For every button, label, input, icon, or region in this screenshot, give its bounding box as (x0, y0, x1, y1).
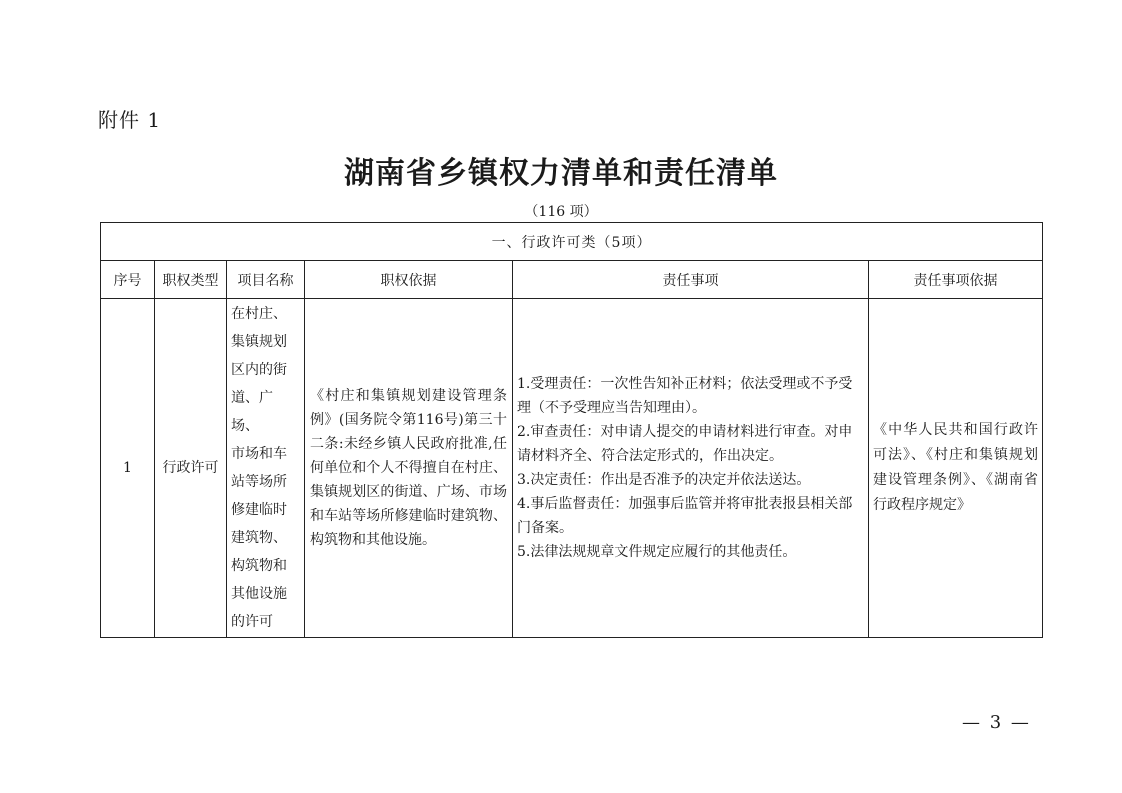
row-project-name (227, 299, 305, 638)
header-type: 职权类型 (155, 261, 227, 299)
section-row (101, 223, 1043, 261)
document-title: 湖南省乡镇权力清单和责任清单 (344, 156, 778, 191)
page-number: — 3 — (962, 712, 1031, 733)
project-name-line: 区内的街 (231, 362, 287, 378)
row-legal-basis: 《村庄和集镇规划建设管理条例》(国务院令第116号)第三十二条:未经乡镇人民政府批准,任何单位和个人不得擅自在村庄、集镇规划区的街道、广场、市场和车站等场所修建临时建筑物、构筑物和其他设施。 (305, 299, 513, 638)
header-name: 项目名称 (227, 261, 305, 299)
row-number: 1 (101, 299, 155, 638)
section-title: 一、行政许可类（5项） (101, 223, 1043, 261)
project-name-line: 修建临时 (231, 502, 287, 518)
header-basis: 职权依据 (305, 261, 513, 299)
project-name-line: 构筑物和 (231, 558, 287, 574)
responsibility-item: 5.法律法规规章文件规定应履行的其他责任。 (517, 544, 797, 560)
row-type: 行政许可 (155, 299, 227, 638)
header-responsibility: 责任事项 (513, 261, 869, 299)
responsibility-item: 1.受理责任：一次性告知补正材料；依法受理或不予受理（不予受理应当告知理由）。 (517, 376, 853, 416)
project-name-line: 道、广场、 (231, 390, 273, 434)
responsibility-item: 4.事后监督责任：加强事后监管并将审批表报县相关部门备案。 (517, 496, 853, 536)
header-reference: 责任事项依据 (869, 261, 1043, 299)
project-name-line: 集镇规划 (231, 334, 287, 350)
project-name-line: 其他设施 (231, 586, 287, 602)
item-count: （116 项） (524, 204, 598, 220)
project-name-line: 建筑物、 (231, 530, 287, 546)
header-no: 序号 (101, 261, 155, 299)
responsibility-item: 2.审查责任：对申请人提交的申请材料进行审查。对申请材料齐全、符合法定形式的，作出决定。 (517, 424, 853, 464)
project-name-line: 站等场所 (231, 474, 287, 490)
attachment-label: 附件 1 (98, 108, 162, 132)
responsibility-item: 3.决定责任：作出是否准予的决定并依法送达。 (517, 472, 811, 488)
table-row (101, 299, 1043, 638)
power-responsibility-table (100, 222, 1043, 638)
row-responsibilities (513, 299, 869, 638)
row-responsibility-reference: 《中华人民共和国行政许可法》、《村庄和集镇规划建设管理条例》、《湖南省行政程序规定》 (869, 299, 1043, 638)
project-name-line: 在村庄、 (231, 306, 287, 322)
project-name-line: 市场和车 (231, 446, 287, 462)
project-name-line: 的许可 (231, 614, 273, 630)
header-row (101, 261, 1043, 299)
